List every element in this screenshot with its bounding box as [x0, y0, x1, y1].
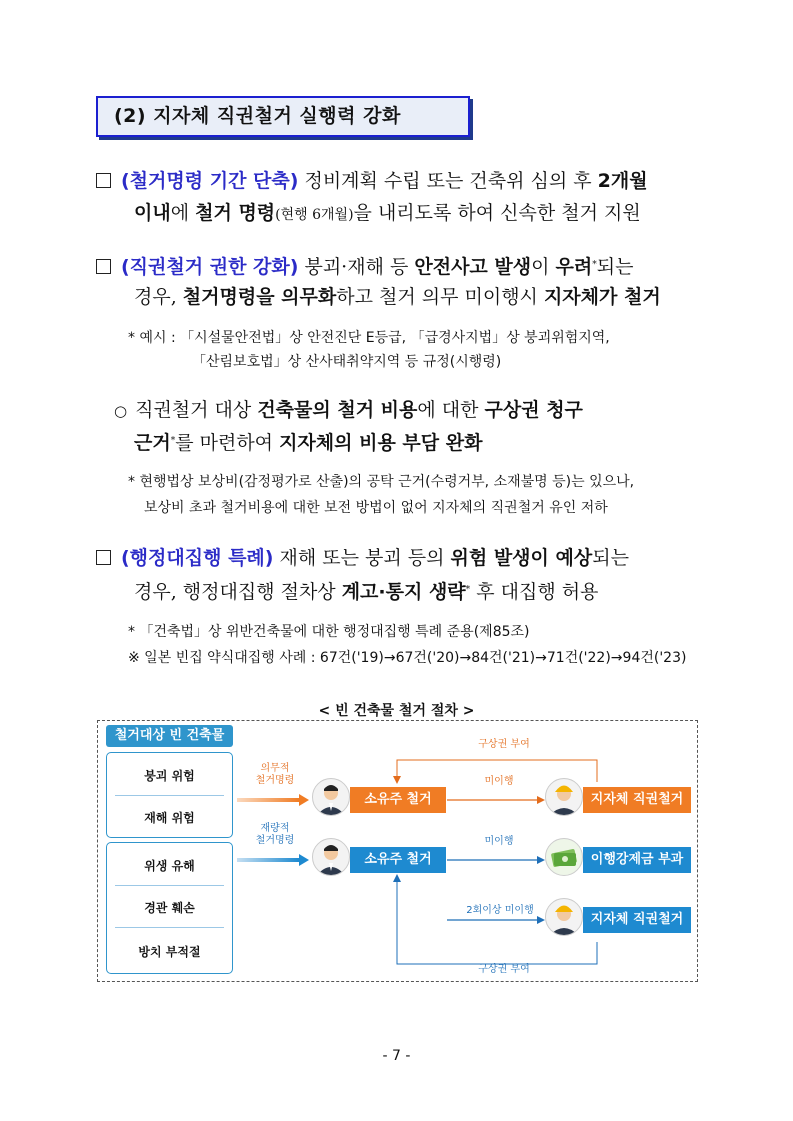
- item-2-note-1: * 예시 : 「시설물안전법」상 안전진단 E등급, 「급경사지법」상 붕괴위험지역,: [128, 330, 610, 346]
- risk-collapse: 붕괴 위험: [144, 769, 195, 783]
- item-2-note-2: 「산림보호법」상 산사태취약지역 등 규정(시행령): [192, 354, 502, 370]
- risk-disaster: 재해 위험: [144, 811, 195, 825]
- item-3-line-1: ○ 직권철거 대상 건축물의 철거 비용에 대한 구상권 청구: [114, 399, 583, 421]
- item-4-note-1: * 「건축법」상 위반건축물에 대한 행정대집행 특례 준용(제85조): [128, 624, 530, 640]
- arrow-mandatory: [237, 798, 299, 802]
- risk-neglect: 방치 부적절: [138, 945, 201, 959]
- owner-demolition-2: 소유주 철거: [350, 847, 446, 873]
- official-avatar-icon: [545, 778, 583, 816]
- result-enforcement-fine: 이행강제금 부과: [583, 847, 691, 873]
- arrow-label-noncompliance-2: 미이행: [484, 836, 514, 847]
- official-avatar-icon: [545, 898, 583, 936]
- section-title: (2) 지자체 직권철거 실행력 강화: [96, 96, 470, 137]
- item-3-note-1: * 현행법상 보상비(감정평가로 산출)의 공탁 근거(수령거부, 소재불명 등)는 있으나,: [128, 474, 635, 490]
- risk-landscape: 경관 훼손: [144, 901, 195, 915]
- page-number: - 7 -: [382, 1048, 411, 1064]
- result-direct-demolition-2: 지자체 직권철거: [583, 907, 691, 933]
- risk-hygiene: 위생 유해: [144, 859, 195, 873]
- item-4-note-2: ※ 일본 빈집 약식대집행 사례 : 67건('19)→67건('20)→84건('21)→71건('22)→94건('23): [128, 650, 687, 666]
- item-2-line-1: (직권철거 권한 강화) 붕괴·재해 등 안전사고 발생이 우려*되는: [96, 252, 633, 280]
- arrow-label-noncompliance-3: 2회이상 미이행: [466, 905, 534, 916]
- recourse-label-top: 구상권 부여: [478, 739, 530, 750]
- checkbox-icon: [96, 259, 111, 274]
- item-4-line-2: 경우, 행정대집행 절차상 계고·통지 생략* 후 대집행 허용: [134, 581, 599, 603]
- flow-discretionary-label: 재량적 철거명령: [255, 823, 295, 846]
- arrow-label-noncompliance-1: 미이행: [484, 776, 514, 787]
- item-2-line-2: 경우, 철거명령을 의무화하고 철거 의무 미이행시 지자체가 철거: [134, 286, 661, 308]
- result-direct-demolition-1: 지자체 직권철거: [583, 787, 691, 813]
- bullet-icon: ○: [114, 402, 128, 420]
- checkbox-icon: [96, 173, 111, 188]
- recourse-label-bottom: 구상권 부여: [478, 964, 530, 975]
- money-icon: [545, 838, 583, 876]
- owner-avatar-icon: [312, 778, 350, 816]
- item-4-line-1: (행정대집행 특례) 재해 또는 붕괴 등의 위험 발생이 예상되는: [96, 545, 629, 571]
- flow-mandatory-label: 의무적 철거명령: [255, 763, 295, 786]
- item-4-heading: (행정대집행 특례): [121, 547, 274, 569]
- owner-avatar-icon: [312, 838, 350, 876]
- item-3-note-2: 보상비 초과 철거비용에 대한 보전 방법이 없어 지자체의 직권철거 유인 저하: [144, 500, 608, 516]
- diagram-caption: < 빈 건축물 철거 절차 >: [318, 703, 475, 719]
- item-3-line-2: 근거*를 마련하여 지자체의 비용 부담 완화: [134, 432, 483, 454]
- item-2-heading: (직권철거 권한 강화): [121, 256, 299, 278]
- owner-demolition-1: 소유주 철거: [350, 787, 446, 813]
- checkbox-icon: [96, 550, 111, 565]
- arrow-discretionary: [237, 858, 299, 862]
- item-1-line-2: 이내에 철거 명령(현행 6개월)을 내리도록 하여 신속한 철거 지원: [134, 202, 641, 224]
- item-1-line-1: (철거명령 기간 단축) 정비계획 수립 또는 건축위 심의 후 2개월: [96, 168, 648, 194]
- item-1-heading: (철거명령 기간 단축): [121, 170, 299, 192]
- diagram-left-header: 철거대상 빈 건축물: [106, 725, 233, 747]
